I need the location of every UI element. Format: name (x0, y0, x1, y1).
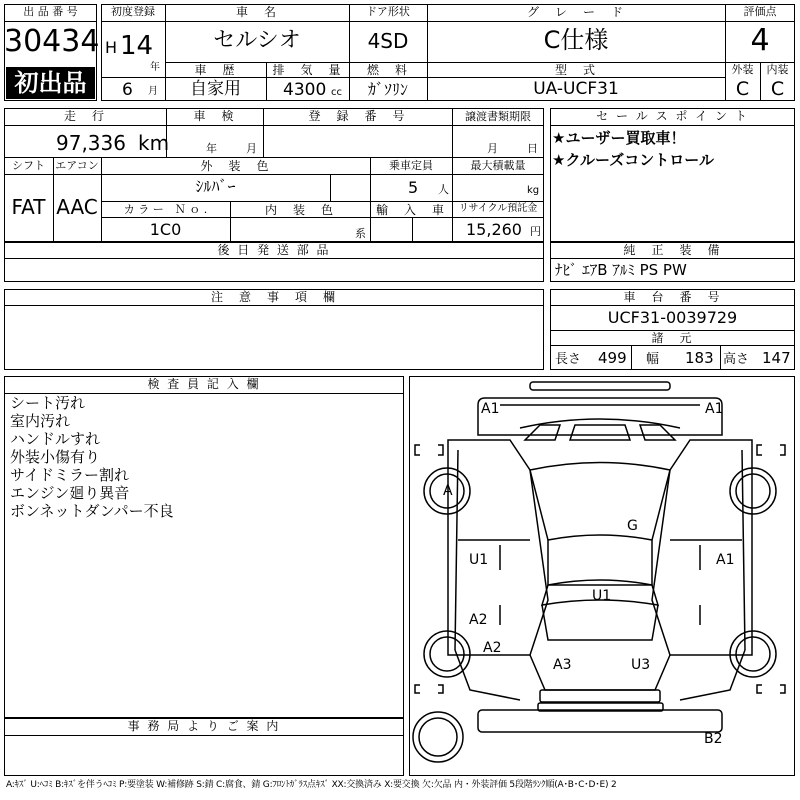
year-unit: 年 (150, 62, 160, 73)
score: 4 (750, 23, 770, 58)
damage-a-wheel: A (443, 483, 453, 499)
later-parts-label: 後 日 発 送 部 品 (217, 243, 331, 257)
ac: AAC (56, 195, 98, 219)
equipment-title: 純 正 装 備 (623, 243, 722, 257)
transfer-month-unit: 月 (487, 142, 498, 155)
int-label: 内装 (766, 63, 789, 76)
ext-score: C (735, 78, 750, 100)
transfer-day-unit: 日 (527, 142, 538, 155)
color: ｼﾙﾊﾞｰ (195, 177, 236, 196)
capacity-label: 乗車定員 (389, 159, 433, 172)
era: H (105, 38, 118, 57)
damage-a3: A3 (553, 657, 572, 673)
colorno: 1C0 (149, 220, 182, 239)
history-label: 車 歴 (194, 63, 237, 77)
lot-label: 出 品 番 号 (23, 5, 78, 18)
month-unit: 月 (148, 86, 158, 97)
displacement-unit: cc (331, 87, 342, 98)
height-label: 高さ (723, 352, 750, 367)
damage-u1-left: U1 (469, 552, 489, 568)
damage-a1-front-left: A1 (481, 401, 500, 417)
office-title: 事 務 局 よ り ご 案 内 (127, 719, 281, 733)
reg-year: 14 (120, 31, 154, 61)
damage-g: G (627, 518, 638, 534)
capacity-unit: 人 (438, 183, 449, 196)
recycle: 15,260 (466, 220, 522, 239)
car-name: セルシオ (213, 28, 301, 53)
grade: C仕様 (543, 26, 609, 54)
sales-point-1: ★ユーザー買取車！ (552, 129, 686, 147)
car-diagram-box (409, 376, 795, 776)
sales-point-2: ★クルーズコントロール (552, 151, 714, 169)
inspector-line-2: 室内汚れ (10, 412, 71, 430)
grade-label: グ レ ー ド (526, 5, 625, 19)
damage-u1-center: U1 (592, 588, 612, 604)
height: 147 (762, 349, 791, 367)
load-label: 最大積載量 (470, 159, 526, 172)
shift: FAT (11, 195, 46, 219)
model-label: 型 式 (554, 63, 597, 77)
capacity: 5 (408, 178, 419, 197)
damage-a2-upper: A2 (469, 612, 488, 628)
inspection-month-unit: 月 (246, 142, 257, 155)
interior-unit: 系 (355, 227, 366, 240)
recycle-unit: 円 (530, 225, 541, 238)
door-type: 4SD (367, 29, 409, 53)
ext-label: 外装 (731, 63, 754, 76)
door-label: ドア形状 (366, 5, 410, 18)
color-label: 外 装 色 (200, 159, 271, 173)
mileage-label: 走 行 (63, 109, 106, 123)
import-label: 輸 入 車 (375, 203, 446, 217)
chassis-title: 車 台 番 号 (623, 290, 722, 304)
equipment-items: ﾅﾋﾞ ｴｱB ｱﾙﾐ PS PW (555, 261, 687, 279)
first-listing-badge: 初出品 (6, 67, 95, 99)
inspector-line-6: エンジン廻り異音 (10, 484, 130, 502)
fuel: ｶﾞｿﾘﾝ (367, 80, 408, 99)
damage-u3: U3 (631, 657, 651, 673)
inspector-title: 検 査 員 記 入 欄 (147, 377, 261, 391)
length: 499 (598, 349, 627, 367)
inspector-line-1: シート汚れ (10, 394, 86, 412)
ac-label: エアコン (55, 159, 99, 172)
reg-month: 6 (122, 80, 133, 100)
width-label: 幅 (646, 352, 660, 367)
length-label: 長さ (555, 352, 582, 367)
notes-title: 注 意 事 項 欄 (210, 290, 337, 304)
shift-label: シフト (12, 159, 45, 172)
model: UA-UCF31 (533, 79, 619, 99)
damage-a1-right-side: A1 (716, 552, 735, 568)
fuel-label: 燃 料 (366, 63, 409, 77)
int-score: C (770, 78, 785, 100)
transfer-label: 譲渡書類期限 (465, 110, 531, 123)
colorno-label: カ ラ ー Ｎ ｏ . (123, 203, 208, 216)
regno-label: 登 録 番 号 (308, 109, 407, 123)
inspection-label: 車 検 (193, 109, 236, 123)
displacement-label: 排 気 量 (272, 63, 343, 77)
damage-b2: B2 (704, 731, 723, 747)
recycle-label: リサイクル預託金 (458, 203, 538, 214)
mileage: 97,336 (56, 131, 126, 155)
damage-a2-lower: A2 (483, 640, 502, 656)
inspection-year-unit: 年 (206, 142, 217, 155)
interior-label: 内 装 色 (264, 203, 335, 217)
reg-label: 初度登録 (111, 5, 155, 18)
damage-a1-front-right: A1 (705, 401, 724, 417)
inspector-line-3: ハンドルすれ (10, 430, 101, 448)
displacement: 4300 (283, 80, 327, 100)
legend: A:ｷｽﾞ U:ﾍｺﾐ B:ｷｽﾞを伴うﾍｺﾐ P:要塗装 W:補修跡 S:錆 C:腐食、錆 G:ﾌﾛﾝﾄｶﾞﾗｽ点ｷｽﾞ XX:交換済み X:要交換 欠:欠品 内・外装評価 5段階ﾗﾝｸ順(A･B･C･D･E) 2 (6, 780, 617, 790)
dims-title: 諸 元 (651, 331, 694, 345)
score-label: 評価点 (743, 5, 777, 18)
car-name-label: 車 名 (235, 5, 278, 19)
history: 自家用 (190, 79, 241, 99)
inspector-line-7: ボンネットダンパー不良 (10, 502, 174, 520)
lot-number: 30434 (4, 24, 100, 59)
mileage-unit: km (138, 131, 170, 155)
details-grid (4, 108, 544, 242)
load-unit: kg (527, 185, 540, 196)
width: 183 (685, 349, 714, 367)
inspector-line-4: 外装小傷有り (10, 448, 101, 466)
sales-title: セ ー ル ス ポ イ ン ト (596, 109, 749, 123)
chassis-number: UCF31-0039729 (607, 308, 738, 327)
inspector-line-5: サイドミラー割れ (10, 466, 129, 484)
